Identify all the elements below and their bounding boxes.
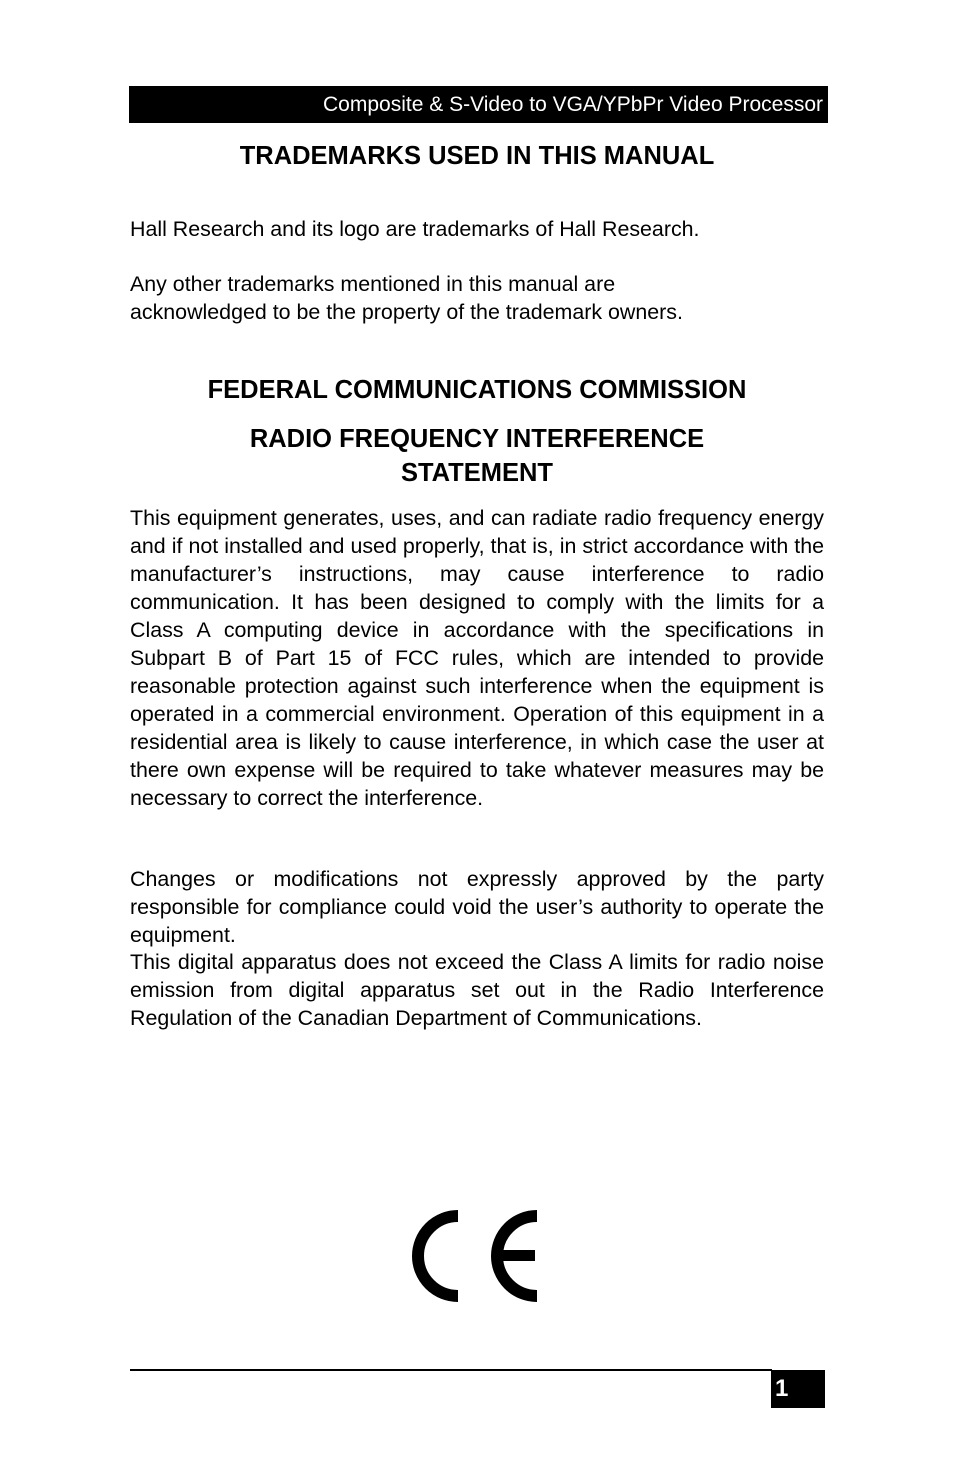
fcc-paragraph-3: This digital apparatus does not exceed the Class A limits for radio noise emission from digital apparatus set out in the Radio Interference Regulation of the Canadian Department of Communications. <box>130 950 824 1030</box>
running-header-title: Composite & S-Video to VGA/YPbPr Video Processor <box>323 93 823 116</box>
page-number <box>771 1370 825 1408</box>
fcc-paragraph-1: This equipment generates, uses, and can radiate radio frequency energy and if not installed and used properly, that is, in strict accordance with the manufacturer’s instructions, may cause interference to radio communication. It has been designed to comply with the limits for a Class A computing device in accordance with the specifications in Subpart B of Part 15 of FCC rules, which are intended to provide reasonable protection against such interference when the equipment is operated in a commercial environment. Operation of this equipment in a residential area is likely to cause interference, in which case the user at there own expense will be required to take whatever measures may be necessary to correct the interference. <box>130 506 824 810</box>
running-header <box>129 86 828 123</box>
rfi-statement-heading: RADIO FREQUENCY INTERFERENCE STATEMENT <box>249 425 705 487</box>
trademarks-paragraph-1: Hall Research and its logo are trademarks of Hall Research. <box>130 217 700 241</box>
page-number-label: 1 <box>775 1375 789 1402</box>
trademarks-paragraph-2: Any other trademarks mentioned in this manual are acknowledged to be the property of the trademark owners. <box>130 272 683 324</box>
footer-rule <box>130 1369 772 1371</box>
fcc-paragraph-2: Changes or modifications not expressly approved by the party responsible for compliance could void the user’s authority to operate the equipment. <box>130 867 824 947</box>
fcc-heading: FEDERAL COMMUNICATIONS COMMISSION <box>207 376 747 404</box>
trademarks-heading: TRADEMARKS USED IN THIS MANUAL <box>239 142 715 170</box>
ce-mark-icon <box>410 1208 542 1306</box>
